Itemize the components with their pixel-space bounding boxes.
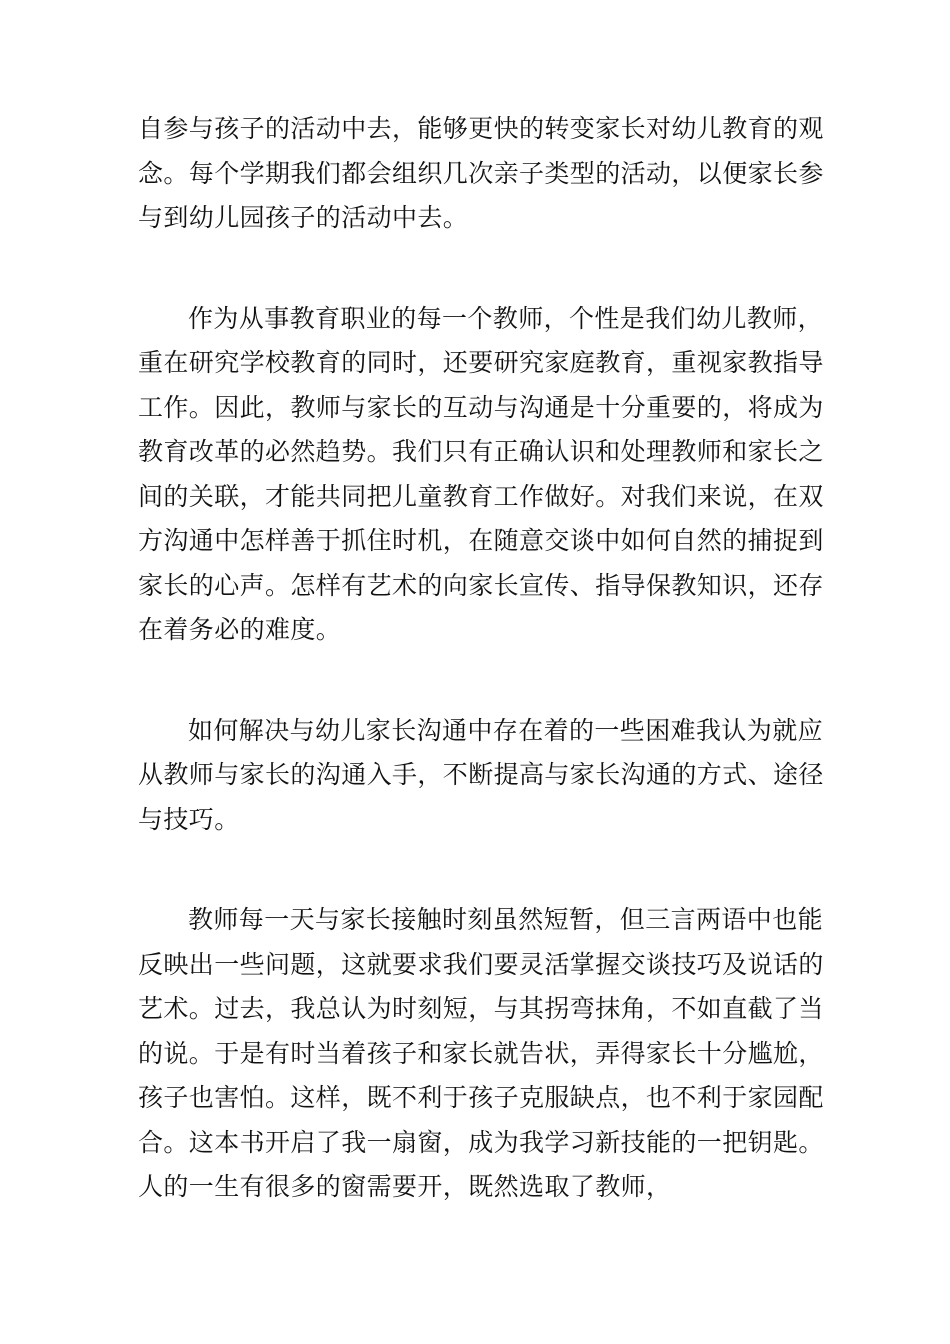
document-body xyxy=(138,107,830,1266)
paragraph-1: 自参与孩子的活动中去，能够更快的转变家长对幼儿教育的观念。每个学期我们都会组织几次亲子类型的活动，以便家长参与到幼儿园孩子的活动中去。 xyxy=(138,114,824,232)
paragraph-4: 教师每一天与家长接触时刻虽然短暂，但三言两语中也能反映出一些问题，这就要求我们要灵活掌握交谈技巧及说话的艺术。过去，我总认为时刻短，与其拐弯抹角，不如直截了当的说。于是有时当着孩子和家长就告状，弄得家长十分尴尬，孩子也害怕。这样，既不利于孩子克服缺点，也不利于家园配合。这本书开启了我一扇窗，成为我学习新技能的一把钥匙。人的一生有很多的窗需要开，既然选取了教师， xyxy=(138,905,824,1201)
paragraph-3: 如何解决与幼儿家长沟通中存在着的一些困难我认为就应从教师与家长的沟通入手，不断提高与家长沟通的方式、途径与技巧。 xyxy=(138,715,824,834)
paragraph-2: 作为从事教育职业的每一个教师，个性是我们幼儿教师，重在研究学校教育的同时，还要研究家庭教育，重视家教指导工作。因此，教师与家长的互动与沟通是十分重要的，将成为教育改革的必然趋势。我们只有正确认识和处理教师和家长之间的关联，才能共同把儿童教育工作做好。对我们来说，在双方沟通中怎样善于抓住时机，在随意交谈中如何自然的捕捉到家长的心声。怎样有艺术的向家长宣传、指导保教知识，还存在着务必的难度。 xyxy=(138,303,824,644)
